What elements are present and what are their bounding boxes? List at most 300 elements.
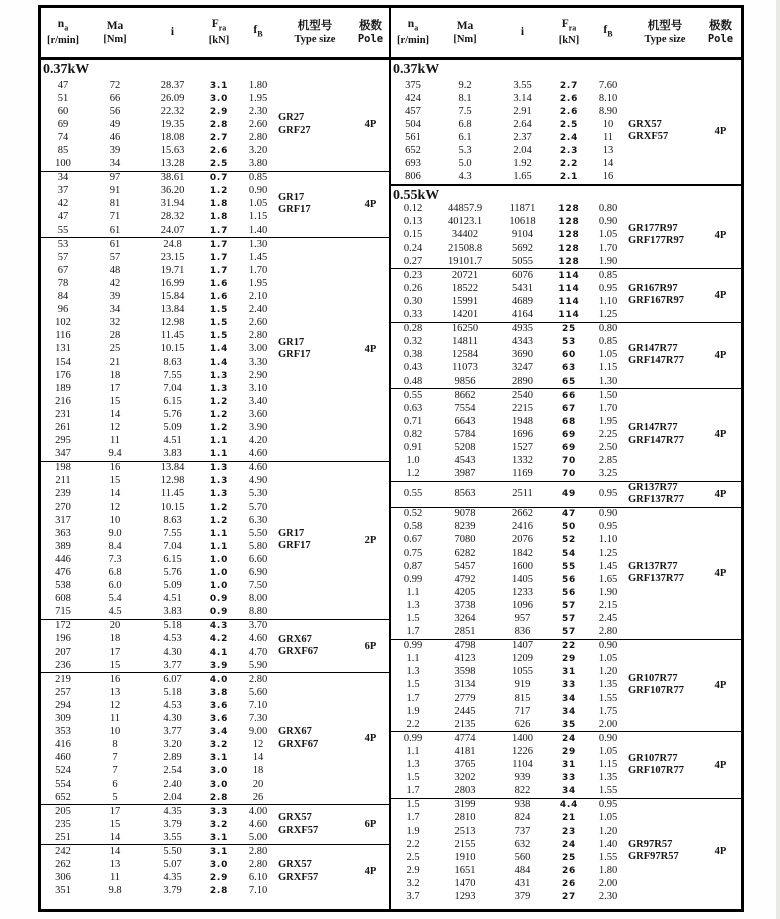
spec-row: [391, 573, 628, 586]
spec-block: [41, 79, 389, 171]
fra-cell: 128: [558, 217, 580, 228]
ma-cell: 20721: [451, 269, 479, 281]
spec-row: [391, 309, 628, 322]
type-size-cell: [628, 323, 702, 388]
fra-cell: 24: [561, 839, 577, 850]
fra-cell: 35: [561, 719, 577, 730]
ma-cell: 2513: [454, 825, 476, 837]
ma-cell: 6.8: [458, 118, 472, 130]
ratio-cell: 5.76: [163, 408, 182, 420]
type-size-line2: GRF147R77: [628, 355, 684, 367]
na-cell: 47: [57, 211, 69, 223]
type-size-cell: [628, 799, 702, 904]
ratio-cell: 5.09: [163, 580, 182, 592]
ma-cell: 18522: [451, 282, 479, 294]
fb-cell: 1.40: [598, 838, 618, 850]
fra-cell: 70: [561, 456, 577, 467]
na-cell: 424: [405, 92, 421, 104]
ma-cell: 4774: [454, 732, 476, 744]
fra-cell: 3.3: [209, 806, 229, 817]
table-half-left: [41, 8, 391, 909]
ratio-cell: 9104: [512, 229, 533, 241]
type-size-line2: GRF17: [278, 204, 311, 216]
spec-row: [41, 198, 278, 211]
ma-cell: 72: [109, 79, 121, 91]
spec-row: [41, 501, 278, 514]
na-cell: 53: [57, 238, 69, 250]
na-cell: 261: [55, 421, 71, 433]
type-size-cell: [628, 79, 702, 184]
ratio-cell: 38.61: [160, 172, 185, 184]
na-cell: 2.2: [406, 838, 420, 850]
na-cell: 608: [55, 593, 71, 605]
spec-row: [41, 118, 278, 131]
type-size-line1: GRX57: [278, 859, 312, 871]
na-cell: 239: [55, 488, 71, 500]
fb-cell: 1.50: [598, 389, 618, 401]
spec-row: [391, 402, 628, 415]
ratio-cell: 6.15: [163, 553, 182, 565]
na-cell: 69: [57, 118, 69, 130]
ratio-cell: 560: [514, 851, 531, 863]
fb-cell: 18: [252, 765, 264, 777]
spec-row: [41, 158, 278, 171]
ratio-cell: 1332: [512, 455, 533, 467]
spec-row: [41, 277, 278, 290]
spec-row: [391, 825, 628, 838]
ratio-cell: 4.30: [163, 713, 182, 725]
spec-row: [41, 566, 278, 579]
na-cell: 0.99: [403, 732, 423, 744]
fb-cell: 4.60: [248, 818, 268, 830]
type-size-line1: GRX57: [628, 118, 662, 130]
spec-row: [391, 468, 628, 481]
na-cell: 0.26: [403, 282, 423, 294]
na-cell: 235: [55, 818, 71, 830]
spec-row: [391, 79, 628, 92]
na-cell: 2.2: [406, 718, 420, 730]
spec-block: [391, 268, 741, 321]
ma-cell: 7: [112, 765, 118, 777]
ma-cell: 3199: [454, 799, 476, 811]
spec-block: [41, 804, 389, 844]
spec-row: [391, 118, 628, 131]
na-cell: 295: [55, 435, 71, 447]
fra-cell: 1.4: [209, 357, 229, 368]
header-radial-force: $F_{ra}$ [kN]: [558, 17, 580, 47]
spec-block: [391, 798, 741, 904]
fb-cell: 1.95: [248, 92, 268, 104]
spec-row: [391, 718, 628, 731]
ma-cell: 42: [109, 277, 121, 289]
type-size-line2: GRF167R97: [628, 295, 684, 307]
ratio-cell: 36.20: [160, 185, 185, 197]
fra-cell: 66: [561, 390, 577, 401]
header-type-size: 机型号 Type size: [294, 19, 336, 45]
type-size-line1: GR107R77: [628, 752, 678, 764]
ratio-cell: 3.77: [163, 726, 182, 738]
ratio-cell: 2.64: [513, 118, 532, 130]
ma-cell: 12584: [451, 349, 479, 361]
fb-cell: 2.80: [598, 626, 618, 638]
ma-cell: 4798: [454, 640, 476, 652]
ma-cell: 14: [109, 408, 121, 420]
fra-cell: 128: [558, 243, 580, 254]
ratio-cell: 2511: [512, 488, 533, 500]
spec-row: [41, 726, 278, 739]
spec-block: [391, 79, 741, 184]
spec-row: [41, 805, 278, 818]
fra-cell: 3.6: [209, 714, 229, 725]
fb-cell: 20: [252, 778, 264, 790]
fra-cell: 2.7: [559, 80, 579, 91]
fra-cell: 1.1: [209, 436, 229, 447]
ma-cell: 71: [109, 211, 121, 223]
fb-cell: 6.10: [248, 872, 268, 884]
fra-cell: 2.2: [559, 159, 579, 170]
ma-cell: 7.5: [458, 105, 472, 117]
fra-cell: 57: [561, 600, 577, 611]
na-cell: 1.5: [406, 772, 420, 784]
ratio-cell: 6076: [512, 269, 533, 281]
type-size-line2: GRXF67: [278, 646, 319, 658]
spec-rows: [391, 269, 628, 321]
ma-cell: 14: [109, 845, 121, 857]
ratio-cell: 18.08: [160, 131, 185, 143]
spec-rows: [391, 389, 628, 481]
fra-cell: 70: [561, 469, 577, 480]
na-cell: 561: [405, 131, 421, 143]
ma-cell: 4792: [454, 573, 476, 585]
header-pole: 极数 Pole: [707, 19, 734, 45]
fra-cell: 3.0: [209, 93, 229, 104]
spec-block: [391, 203, 741, 268]
ratio-cell: 939: [514, 772, 531, 784]
fb-cell: 4.60: [248, 633, 268, 645]
fb-cell: 3.70: [248, 620, 268, 632]
fb-cell: 2.50: [598, 441, 618, 453]
ma-cell: 10: [109, 726, 121, 738]
header-ratio: i: [170, 26, 175, 38]
fra-cell: 25: [561, 324, 577, 335]
type-size-line2: GRXF67: [278, 738, 319, 750]
ma-cell: 15: [109, 659, 121, 671]
ma-cell: 14201: [451, 309, 479, 321]
type-size-line2: GRF177R97: [628, 235, 684, 247]
fb-cell: 2.30: [598, 890, 618, 902]
fra-cell: 1.7: [209, 252, 229, 263]
ma-cell: 56: [109, 105, 121, 117]
fra-cell: 128: [558, 230, 580, 241]
spec-row: [41, 831, 278, 844]
fb-cell: 6.60: [248, 553, 268, 565]
spec-rows: [391, 732, 628, 797]
pole-cell: 4P: [714, 229, 727, 241]
fb-cell: 0.85: [598, 336, 618, 348]
na-cell: 1.7: [406, 812, 420, 824]
ma-cell: 8563: [454, 488, 476, 500]
header-service-factor: $f_B$: [253, 24, 263, 39]
fra-cell: 114: [558, 283, 580, 294]
type-size-line2: GRF147R77: [628, 434, 684, 446]
fra-cell: 114: [558, 310, 580, 321]
ratio-cell: 2.04: [513, 145, 532, 157]
table-half-right: [391, 8, 741, 909]
spec-row: [391, 534, 628, 547]
na-cell: 0.58: [403, 521, 423, 533]
header-pole: 极数 Pole: [357, 19, 384, 45]
spec-row: [391, 362, 628, 375]
spec-row: [41, 872, 278, 885]
ma-cell: 3264: [454, 613, 476, 625]
type-size-line2: GRXF57: [278, 871, 319, 883]
fb-cell: 1.95: [598, 415, 618, 427]
spec-row: [41, 264, 278, 277]
type-size-line1: GR17: [278, 336, 305, 348]
ma-cell: 4.5: [108, 606, 122, 618]
fra-cell: 2.6: [559, 93, 579, 104]
fra-cell: 3.0: [209, 860, 229, 871]
fb-cell: 0.90: [598, 640, 618, 652]
na-cell: 693: [405, 158, 421, 170]
fra-cell: 4.3: [209, 621, 229, 632]
fb-cell: 1.25: [598, 547, 618, 559]
ma-cell: 9.8: [108, 885, 122, 897]
header-radial-force: $F_{ra}$ [kN]: [208, 17, 230, 47]
ma-cell: 15: [109, 475, 121, 487]
spec-row: [41, 553, 278, 566]
fb-cell: 1.05: [598, 812, 618, 824]
spec-rows: [41, 805, 278, 844]
spec-row: [391, 171, 628, 184]
ratio-cell: 7.55: [163, 527, 182, 539]
ratio-cell: 3.14: [513, 92, 532, 104]
fra-cell: 1.6: [209, 278, 229, 289]
type-size-cell: [628, 482, 702, 507]
ma-cell: 66: [109, 92, 121, 104]
na-cell: 460: [55, 752, 71, 764]
fb-cell: 8.10: [598, 92, 618, 104]
ratio-cell: 1600: [512, 560, 533, 572]
spec-row: [391, 838, 628, 851]
pole-cell: 4P: [364, 866, 377, 878]
spec-row: [391, 692, 628, 705]
fra-cell: 0.9: [209, 594, 229, 605]
header-torque: Ma [Nm]: [453, 19, 477, 45]
na-cell: 0.38: [403, 349, 423, 361]
na-cell: 317: [55, 514, 71, 526]
ma-cell: 49: [109, 118, 121, 130]
ma-cell: 44857.9: [447, 203, 483, 215]
spec-row: [391, 144, 628, 157]
na-cell: 154: [55, 356, 71, 368]
spec-row: [391, 653, 628, 666]
fra-cell: 1.3: [209, 463, 229, 474]
na-cell: 446: [55, 553, 71, 565]
fra-cell: 33: [561, 680, 577, 691]
ratio-cell: 2076: [512, 534, 533, 546]
ma-cell: 4543: [454, 455, 476, 467]
na-cell: 416: [55, 739, 71, 751]
ratio-cell: 717: [514, 705, 531, 717]
ratio-cell: 11871: [509, 203, 536, 215]
fra-cell: 3.1: [209, 80, 229, 91]
na-cell: 0.15: [403, 229, 423, 241]
ma-cell: 16: [109, 462, 121, 474]
fb-cell: 7.30: [248, 713, 268, 725]
fb-cell: 1.90: [598, 255, 618, 267]
fra-cell: 1.2: [209, 186, 229, 197]
ma-cell: 7080: [454, 534, 476, 546]
fra-cell: 3.8: [209, 687, 229, 698]
na-cell: 1.5: [406, 679, 420, 691]
type-size-line2: GRF97R57: [628, 851, 679, 863]
fra-cell: 26: [561, 865, 577, 876]
na-cell: 270: [55, 501, 71, 513]
pole-cell: 4P: [714, 759, 727, 771]
ratio-cell: 1407: [512, 640, 533, 652]
spec-row: [391, 269, 628, 282]
ma-cell: 17: [109, 805, 121, 817]
ma-cell: 34: [109, 304, 121, 316]
fra-cell: 4.1: [209, 647, 229, 658]
ratio-cell: 957: [514, 613, 531, 625]
ratio-cell: 5.09: [163, 421, 182, 433]
table-body-left: [41, 60, 389, 909]
spec-row: [391, 255, 628, 268]
ma-cell: 8662: [454, 389, 476, 401]
fra-cell: 56: [561, 574, 577, 585]
table-body-right: [391, 60, 741, 909]
na-cell: 1.9: [406, 825, 420, 837]
ratio-cell: 1696: [512, 428, 533, 440]
spec-block: [41, 844, 389, 897]
fra-cell: 1.3: [209, 383, 229, 394]
fra-cell: 4.4: [559, 800, 579, 811]
fra-cell: 33: [561, 773, 577, 784]
ratio-cell: 28.37: [160, 79, 185, 91]
spec-rows: [391, 323, 628, 388]
fb-cell: 5.60: [248, 686, 268, 698]
ma-cell: 3765: [454, 759, 476, 771]
na-cell: 0.55: [403, 488, 423, 500]
fb-cell: 5.80: [248, 540, 268, 552]
fra-cell: 24: [561, 733, 577, 744]
na-cell: 42: [57, 198, 69, 210]
na-cell: 2.9: [406, 864, 420, 876]
na-cell: 504: [405, 118, 421, 130]
ratio-cell: 4.51: [163, 593, 182, 605]
ma-cell: 12: [109, 501, 121, 513]
ratio-cell: 1055: [512, 666, 533, 678]
fb-cell: 0.85: [598, 269, 618, 281]
na-cell: 294: [55, 699, 71, 711]
fb-cell: 1.80: [248, 79, 268, 91]
fb-cell: 1.05: [248, 198, 268, 210]
spec-row: [41, 211, 278, 224]
type-size-line1: GR147R77: [628, 342, 678, 354]
spec-row: [391, 455, 628, 468]
spec-row: [41, 382, 278, 395]
na-cell: 0.27: [403, 255, 423, 267]
na-cell: 0.63: [403, 402, 423, 414]
ma-cell: 5: [112, 791, 118, 803]
spec-block: [41, 672, 389, 804]
ratio-cell: 1.65: [513, 171, 532, 183]
pole-cell: 4P: [714, 289, 727, 301]
na-cell: 375: [405, 79, 421, 91]
na-cell: 2.5: [406, 851, 420, 863]
spec-block: [41, 619, 389, 672]
ma-cell: 9.2: [458, 79, 472, 91]
na-cell: 652: [55, 791, 71, 803]
fra-cell: 2.7: [209, 132, 229, 143]
fra-cell: 128: [558, 256, 580, 267]
ma-cell: 5.4: [108, 593, 122, 605]
ratio-cell: 1400: [512, 732, 533, 744]
ma-cell: 39: [109, 145, 121, 157]
spec-row: [391, 560, 628, 573]
fb-cell: 3.90: [248, 421, 268, 433]
ratio-cell: 626: [514, 718, 531, 730]
spec-row: [41, 778, 278, 791]
spec-row: [41, 885, 278, 898]
spec-row: [391, 877, 628, 890]
ratio-cell: 7.55: [163, 369, 182, 381]
ratio-cell: 3.20: [163, 739, 182, 751]
fra-cell: 3.1: [209, 753, 229, 764]
ratio-cell: 22.32: [160, 105, 185, 117]
ratio-cell: 24.07: [160, 224, 185, 236]
fra-cell: 26: [561, 878, 577, 889]
na-cell: 652: [405, 145, 421, 157]
ma-cell: 5457: [454, 560, 476, 572]
ratio-cell: 2890: [512, 375, 533, 387]
fb-cell: 1.15: [598, 759, 618, 771]
na-cell: 806: [405, 171, 421, 183]
na-cell: 34: [57, 172, 69, 184]
na-cell: 1.7: [406, 785, 420, 797]
na-cell: 131: [55, 343, 71, 355]
ratio-cell: 632: [514, 838, 531, 850]
type-size-line1: GR97R57: [628, 838, 673, 850]
na-cell: 0.12: [403, 203, 423, 215]
ratio-cell: 1527: [512, 441, 533, 453]
ma-cell: 48: [109, 264, 121, 276]
spec-row: [41, 739, 278, 752]
fra-cell: 1.1: [209, 541, 229, 552]
ratio-cell: 6.07: [163, 673, 182, 685]
ratio-cell: 7.04: [163, 540, 182, 552]
fb-cell: 1.80: [598, 864, 618, 876]
spec-row: [391, 759, 628, 772]
fra-cell: 1.0: [209, 568, 229, 579]
ma-cell: 10: [109, 514, 121, 526]
fb-cell: 6.90: [248, 567, 268, 579]
type-size-cell: [628, 732, 702, 797]
fb-cell: 1.10: [598, 295, 618, 307]
ma-cell: 3738: [454, 599, 476, 611]
spec-rows: [391, 482, 628, 507]
fra-cell: 49: [561, 489, 577, 500]
na-cell: 0.87: [403, 560, 423, 572]
ma-cell: 4181: [454, 745, 476, 757]
fra-cell: 3.6: [209, 700, 229, 711]
fb-cell: 14: [252, 752, 264, 764]
na-cell: 216: [55, 395, 71, 407]
fra-cell: 1.2: [209, 502, 229, 513]
spec-row: [41, 686, 278, 699]
